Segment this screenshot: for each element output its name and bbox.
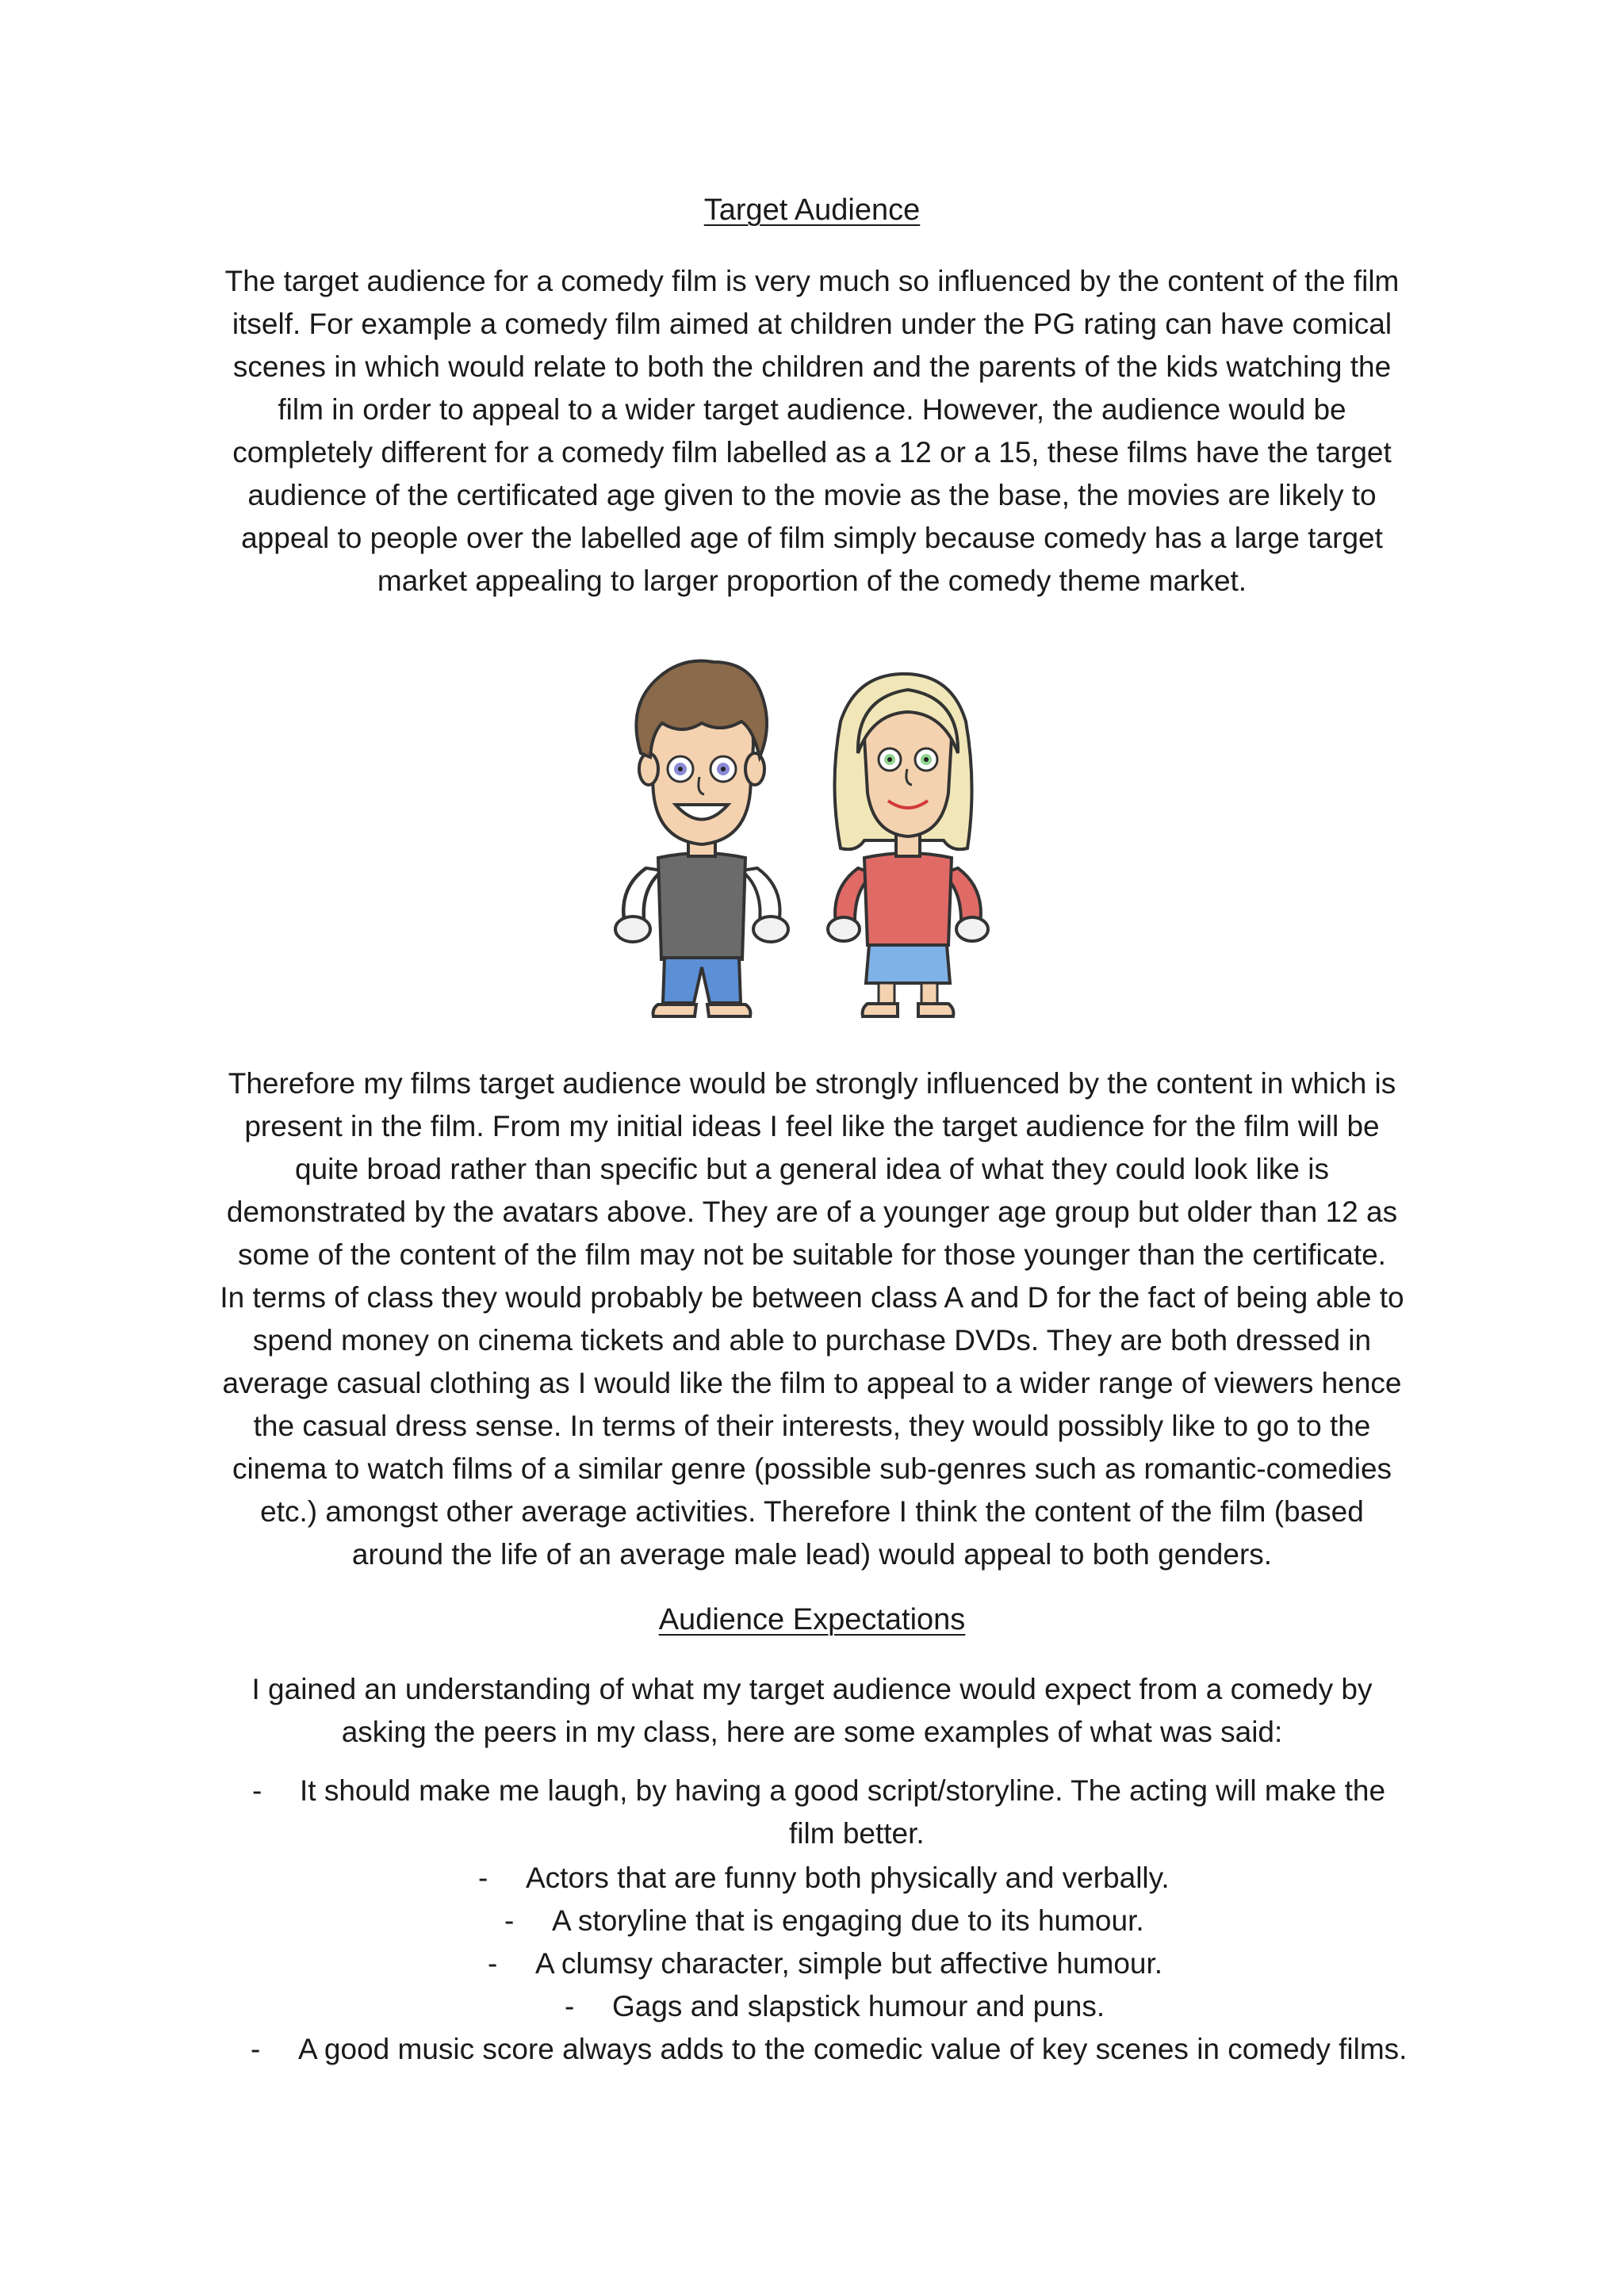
- list-item: [789, 1812, 925, 1855]
- paragraph-line: itself. For example a comedy film aimed at children under the PG rating can have comical: [232, 308, 1392, 340]
- dash-bullet: -: [488, 1947, 498, 1980]
- heading-target-audience: Target Audience: [703, 193, 921, 227]
- paragraph-expectations-intro: [174, 1668, 1450, 1754]
- list-item-text: A storyline that is engaging due to its humour.: [552, 1904, 1144, 1937]
- paragraph-line: asking the peers in my class, here are some examples of what was said:: [341, 1716, 1283, 1748]
- list-item: [251, 2028, 1407, 2071]
- paragraph-line: In terms of class they would probably be between class A and D for the fact of being able to: [220, 1281, 1404, 1314]
- paragraph-line: The target audience for a comedy film is very much so influenced by the content of the film: [224, 265, 1400, 297]
- list-item-text: Actors that are funny both physically and verbally.: [526, 1862, 1170, 1894]
- list-item-text: A clumsy character, simple but affective humour.: [535, 1947, 1163, 1980]
- list-item-text: film better.: [789, 1817, 925, 1850]
- paragraph-line: average casual clothing as I would like the film to appeal to a wider range of viewers hence: [222, 1367, 1402, 1399]
- list-item: [565, 1985, 1105, 2028]
- paragraph-line: appeal to people over the labelled age of film simply because comedy has a large target: [241, 522, 1383, 554]
- paragraph-line: some of the content of the film may not be suitable for those younger than the certificate.: [238, 1238, 1386, 1271]
- paragraph-line: spend money on cinema tickets and able to purchase DVDs. They are both dressed in: [252, 1324, 1372, 1357]
- paragraph-line: cinema to watch films of a similar genre (possible sub-genres such as romantic-comedies: [232, 1452, 1392, 1485]
- dash-bullet: -: [252, 1774, 262, 1807]
- paragraph-line: scenes in which would relate to both the children and the parents of the kids watching the: [232, 350, 1392, 383]
- list-item: [478, 1857, 1170, 1900]
- male-avatar: [615, 661, 788, 1016]
- female-avatar: [828, 674, 988, 1016]
- list-item: [504, 1900, 1144, 1942]
- paragraph-line: present in the film. From my initial ideas I feel like the target audience for the film will be: [244, 1110, 1380, 1142]
- dash-bullet: -: [478, 1862, 488, 1894]
- paragraph-target-audience: [174, 260, 1450, 603]
- dash-bullet: -: [565, 1990, 575, 2022]
- list-item: [252, 1770, 1385, 1812]
- paragraph-line: I gained an understanding of what my target audience would expect from a comedy by: [251, 1673, 1373, 1705]
- paragraph-line: market appealing to larger proportion of the comedy theme market.: [377, 564, 1247, 597]
- paragraph-line: quite broad rather than specific but a general idea of what they could look like is: [294, 1153, 1329, 1185]
- paragraph-line: etc.) amongst other average activities. Therefore I think the content of the film (based: [260, 1495, 1364, 1528]
- dash-bullet: -: [504, 1904, 515, 1937]
- paragraph-line: Therefore my films target audience would be strongly influenced by the content in which is: [228, 1067, 1396, 1100]
- list-item-text: Gags and slapstick humour and puns.: [612, 1990, 1105, 2022]
- dash-bullet: -: [251, 2033, 261, 2065]
- heading-audience-expectations: Audience Expectations: [658, 1603, 966, 1636]
- paragraph-line: film in order to appeal to a wider target audience. However, the audience would be: [278, 393, 1346, 426]
- paragraph-line: around the life of an average male lead) would appeal to both genders.: [351, 1538, 1273, 1571]
- list-item-text: A good music score always adds to the comedic value of key scenes in comedy films.: [298, 2033, 1408, 2065]
- paragraph-line: the casual dress sense. In terms of their interests, they would possibly like to go to the: [253, 1410, 1371, 1442]
- paragraph-line: audience of the certificated age given to the movie as the base, the movies are likely to: [247, 479, 1377, 511]
- paragraph-audience-description: [174, 1062, 1450, 1576]
- two-avatars-illustration: [603, 650, 1031, 1031]
- paragraph-line: completely different for a comedy film labelled as a 12 or a 15, these films have the target: [232, 436, 1392, 469]
- list-item: [488, 1942, 1162, 1985]
- paragraph-line: demonstrated by the avatars above. They are of a younger age group but older than 12 as: [226, 1196, 1398, 1228]
- list-item-text: It should make me laugh, by having a good script/storyline. The acting will make the: [300, 1774, 1386, 1807]
